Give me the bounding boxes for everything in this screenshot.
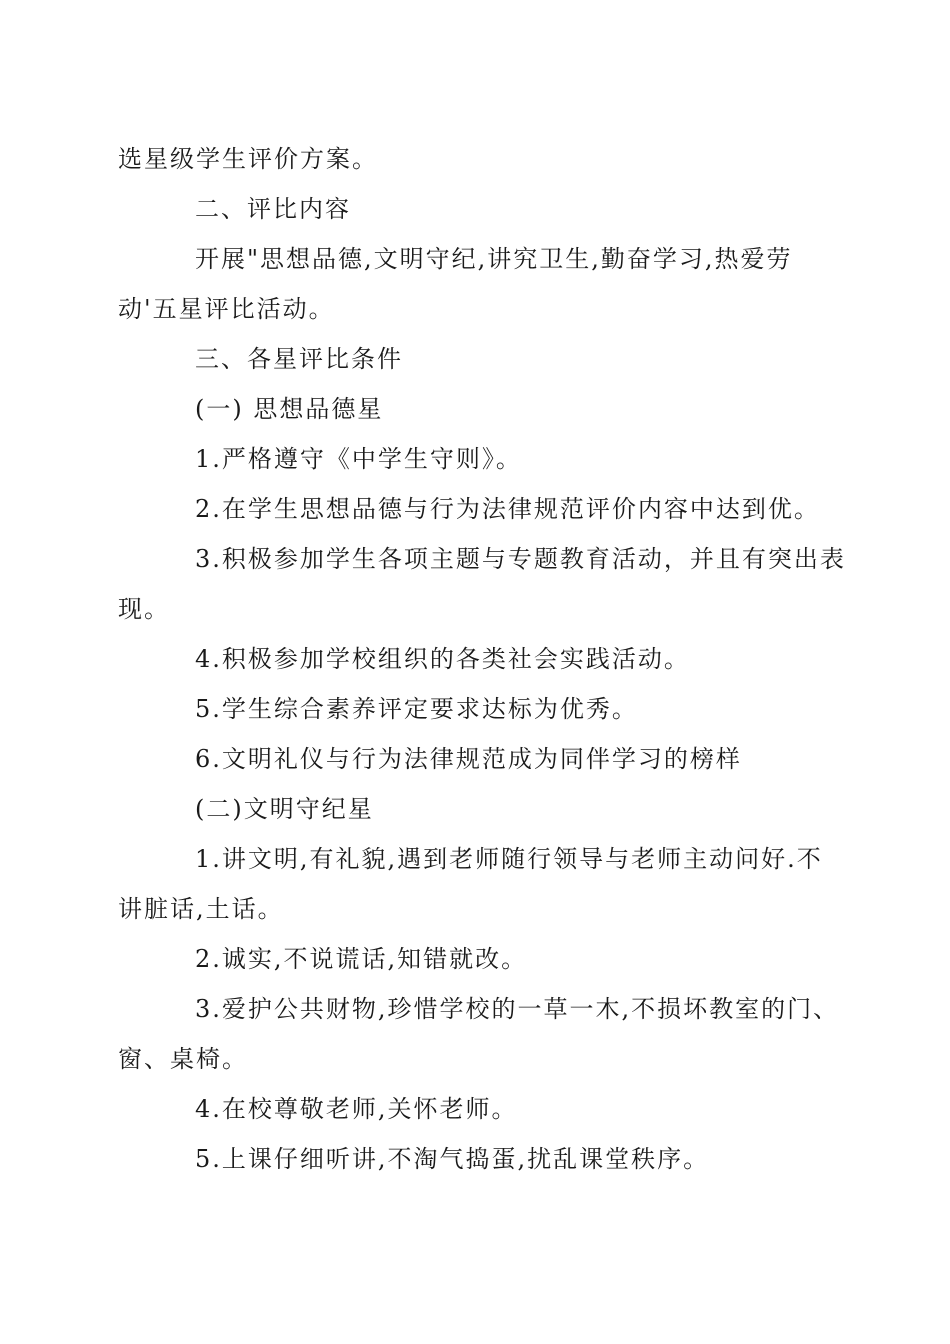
list-item: 5.学生综合素养评定要求达标为优秀。 [195, 695, 638, 723]
section-heading: 二、评比内容 [195, 195, 351, 223]
subsection-heading: (二)文明守纪星 [195, 795, 374, 823]
list-item-continuation: 窗、桌椅。 [118, 1045, 248, 1073]
text-line: 选星级学生评价方案。 [118, 145, 378, 173]
document-body [118, 145, 846, 1197]
section-heading: 三、各星评比条件 [195, 345, 403, 373]
text-line: 开展"思想品德,文明守纪,讲究卫生,勤奋学习,热爱劳 [195, 245, 793, 273]
list-item: 6.文明礼仪与行为法律规范成为同伴学习的榜样 [195, 745, 742, 773]
list-item: 1.严格遵守《中学生守则》。 [195, 445, 522, 473]
list-item: 2.在学生思想品德与行为法律规范评价内容中达到优。 [195, 495, 820, 523]
list-item: 2.诚实,不说谎话,知错就改。 [195, 945, 528, 973]
list-item: 4.在校尊敬老师,关怀老师。 [195, 1095, 518, 1123]
list-item: 5.上课仔细听讲,不淘气捣蛋,扰乱课堂秩序。 [195, 1145, 710, 1173]
text-line: 动'五星评比活动。 [118, 295, 335, 323]
list-item-continuation: 现。 [118, 595, 170, 623]
list-item: 1.讲文明,有礼貌,遇到老师随行领导与老师主动问好.不 [195, 845, 823, 873]
list-item-continuation: 讲脏话,土话。 [118, 895, 284, 923]
list-item: 3.爱护公共财物,珍惜学校的一草一木,不损坏教室的门、 [195, 995, 840, 1023]
subsection-heading: (一) 思想品德星 [195, 395, 384, 423]
list-item: 3.积极参加学生各项主题与专题教育活动，并且有突出表 [195, 545, 846, 573]
list-item: 4.积极参加学校组织的各类社会实践活动。 [195, 645, 690, 673]
